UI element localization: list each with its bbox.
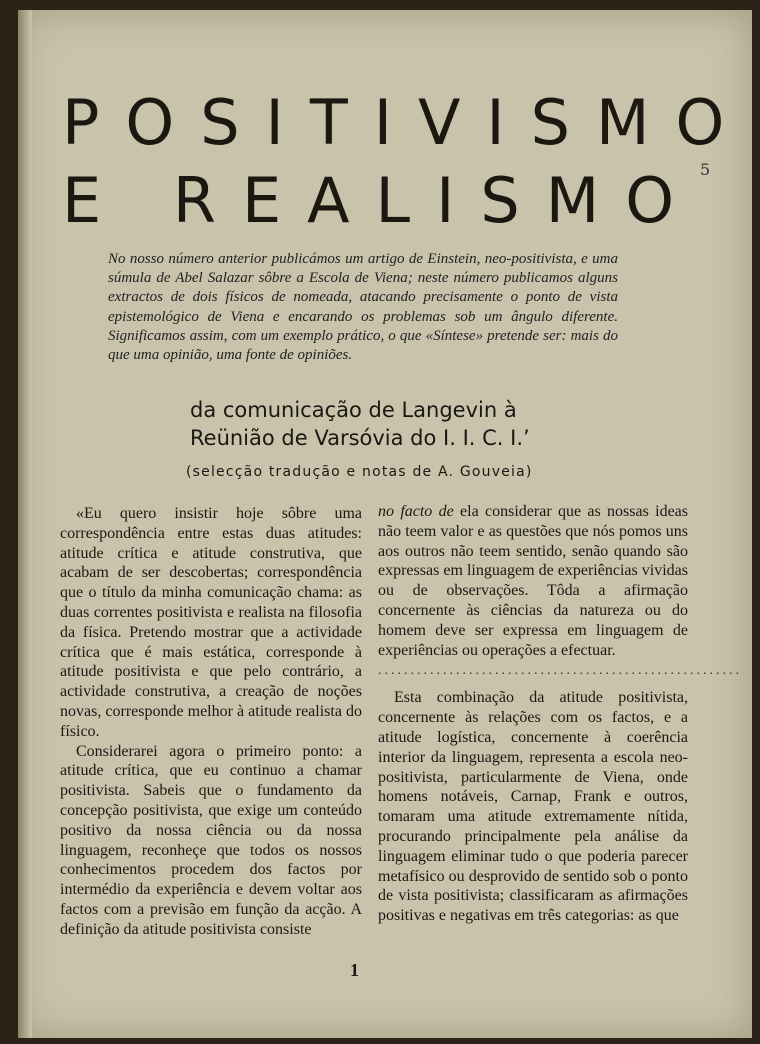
handwritten-page-mark: 5 <box>700 160 711 179</box>
right-paragraph-1-italic: no facto de <box>378 503 454 520</box>
subtitle-line-1: da comunicação de Langevin à <box>190 398 517 422</box>
right-paragraph-1-text: ela considerar que as nossas ideas não teem valor e as questões que nós pomos uns aos outros não teem sentido, senão quando são expressas em linguagem de experiências vividas ou de observações. Tôda a afirmação concernente às ciências da natureza ou do homem deve ser expressa em linguagem de experiências ou operações a efectuar. <box>378 503 688 659</box>
article-subtitle <box>190 396 650 452</box>
title-line-2: E REALISMO <box>62 164 701 237</box>
intro-paragraph: No nosso número anterior publicámos um artigo de Einstein, neo-positivista, e uma súmula de Abel Salazar sôbre a Escola de Viena; neste número publicamos alguns extractos de dois físicos de nomeada, atacando precisamente o ponto de vista epistemológico de Viena e encarando os problemas sob um ângulo diferente. Significamos assim, com um exemplo prático, o que «Síntese» pretende ser: mais do que uma opinião, uma fonte de opiniões. <box>108 251 618 364</box>
page-binding-edge <box>18 10 32 1038</box>
right-paragraph-1 <box>378 502 688 660</box>
translation-credit: (selecção tradução e notas de A. Gouveia) <box>186 464 533 480</box>
left-column <box>60 504 362 940</box>
left-paragraph-1: «Eu quero insistir hoje sôbre uma correspondência entre estas duas atitudes: atitude crítica e atitude construtiva, que acabam de ser descobertas; correspondência que o título da minha comunicação chama: as duas correntes positivista e realista na filosofia da física. Pretendo mostrar que a actividade crítica que é mais estática, corresponde à atitude positivista e que pelo contrário, a actividade construtiva, a creação de noções novas, corresponde melhor à atitude realista do físico. <box>60 505 362 740</box>
page-number: 1 <box>350 960 359 980</box>
subtitle-line-2: Reünião de Varsóvia do I. I. C. I.’ <box>190 426 530 450</box>
left-paragraph-2: Considerarei agora o primeiro ponto: a atitude crítica, que eu continuo a chamar positivista. Sabeis que o fundamento da concepção positivista, que exige um conteúdo positivo da nossa ciência ou da nossa linguagem, reconheçe que todos os nossos conhecimentos procedem dos factos por intermédio da experiência e devem voltar aos factos com a previsão em função da acção. A definição da atitude positivista consiste <box>60 742 362 938</box>
right-paragraph-2: Esta combinação da atitude positivista, concernente às relações com os factos, e a atitude logística, concernente à coerência interior da linguagem, representa a escola neo-positivista, particularmente de Viena, onde homens notáveis, Carnap, Frank e outros, tomaram uma atitude extremamente nítida, procurando principalmente pela análise da linguagem eliminar tudo o que poderia parecer metafísico ou desprovido de sentido sob o ponto de vista positivista; classificaram as afirmações positivas e negativas em três categorias: as que <box>378 689 688 925</box>
right-column <box>378 502 742 926</box>
document-page <box>18 10 752 1038</box>
ellipsis-separator: ........................................................ <box>378 663 742 679</box>
title-line-1: POSITIVISMO <box>62 86 751 159</box>
